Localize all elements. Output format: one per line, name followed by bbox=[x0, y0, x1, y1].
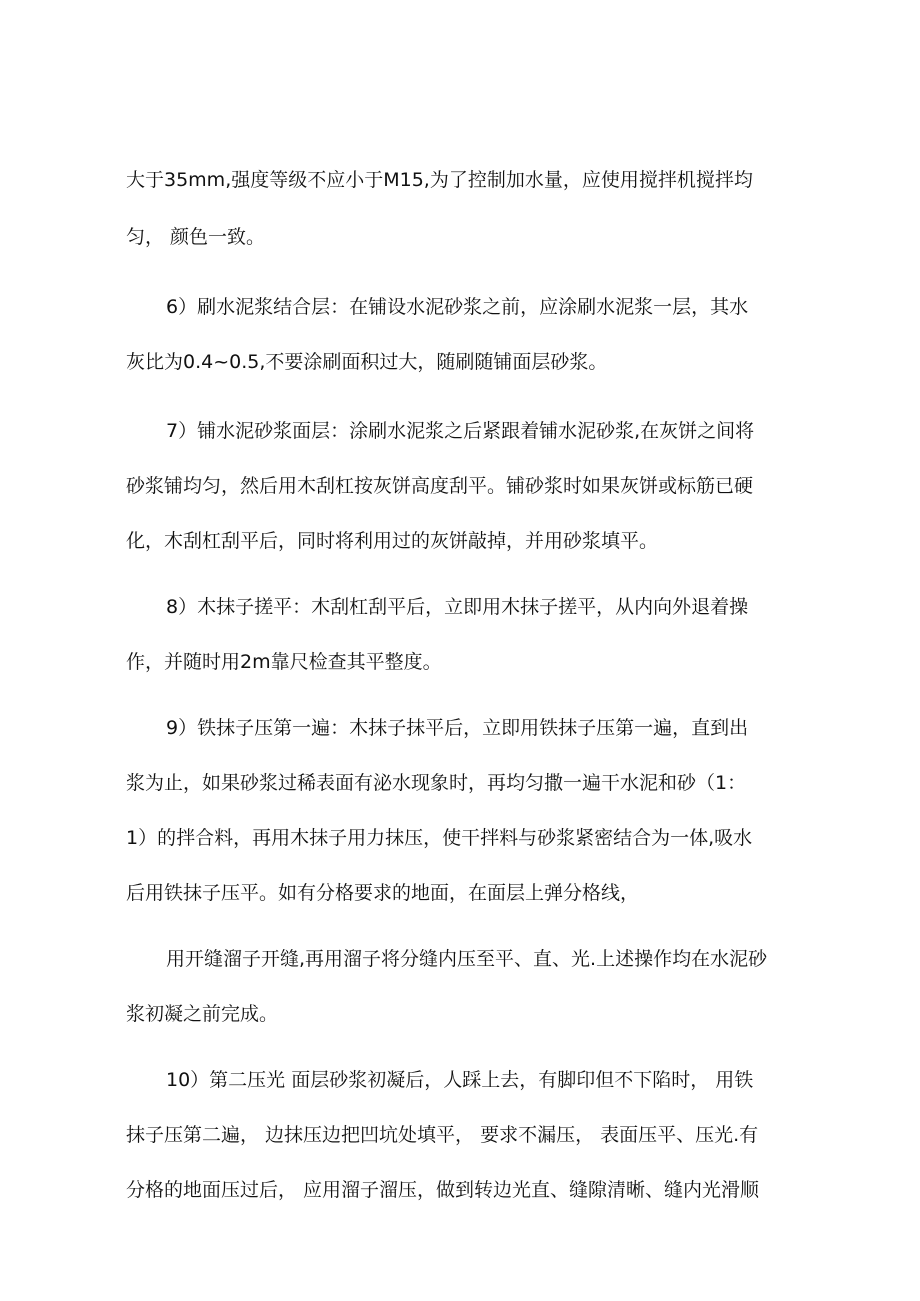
paragraph-line: 灰比为0.4~0.5,不要涂刷面积过大，随刷随铺面层砂浆。 bbox=[126, 351, 608, 373]
paragraph-line: 砂浆铺均匀，然后用木刮杠按灰饼高度刮平。铺砂浆时如果灰饼或标筋已硬 bbox=[126, 475, 754, 497]
paragraph-line: 化，木刮杠刮平后，同时将利用过的灰饼敲掉，并用砂浆填平。 bbox=[126, 530, 659, 552]
paragraph-line: 7）铺水泥砂浆面层：涂刷水泥浆之后紧跟着铺水泥砂浆,在灰饼之间将 bbox=[166, 420, 755, 442]
paragraph-line: 抹子压第二遍， 边抹压边把凹坑处填平， 要求不漏压， 表面压平、压光.有 bbox=[126, 1124, 759, 1146]
paragraph-line: 作，并随时用2m靠尺检查其平整度。 bbox=[126, 651, 442, 673]
paragraph-line: 后用铁抹子压平。如有分格要求的地面，在面层上弹分格线， bbox=[126, 882, 640, 904]
paragraph-line: 分格的地面压过后， 应用溜子溜压，做到转边光直、缝隙清晰、缝内光滑顺 bbox=[126, 1179, 760, 1201]
paragraph-line: 9）铁抹子压第一遍：木抹子抹平后，立即用铁抹子压第一遍，直到出 bbox=[166, 717, 749, 739]
paragraph-line: 用开缝溜子开缝,再用溜子将分缝内压至平、直、光.上述操作均在水泥砂 bbox=[166, 948, 768, 970]
paragraph-line: 浆初凝之前完成。 bbox=[126, 1003, 279, 1025]
paragraph-line: 浆为止，如果砂浆过稀表面有泌水现象时，再均匀撒一遍干水泥和砂（1： bbox=[126, 772, 747, 794]
paragraph-line: 匀， 颜色一致。 bbox=[126, 226, 266, 248]
paragraph-line: 6）刷水泥浆结合层：在铺设水泥砂浆之前，应涂刷水泥浆一层，其水 bbox=[166, 296, 749, 318]
paragraph-line: 8）木抹子搓平：木刮杠刮平后，立即用木抹子搓平，从内向外退着操 bbox=[166, 596, 749, 618]
paragraph-line: 1）的拌合料，再用木抹子用力抹压，使干拌料与砂浆紧密结合为一体,吸水 bbox=[126, 827, 753, 849]
paragraph-line: 大于35mm,强度等级不应小于M15,为了控制加水量，应使用搅拌机搅拌均 bbox=[126, 169, 753, 191]
paragraph-line: 10）第二压光 面层砂浆初凝后，人踩上去，有脚印但不下陷时， 用铁 bbox=[166, 1069, 754, 1091]
